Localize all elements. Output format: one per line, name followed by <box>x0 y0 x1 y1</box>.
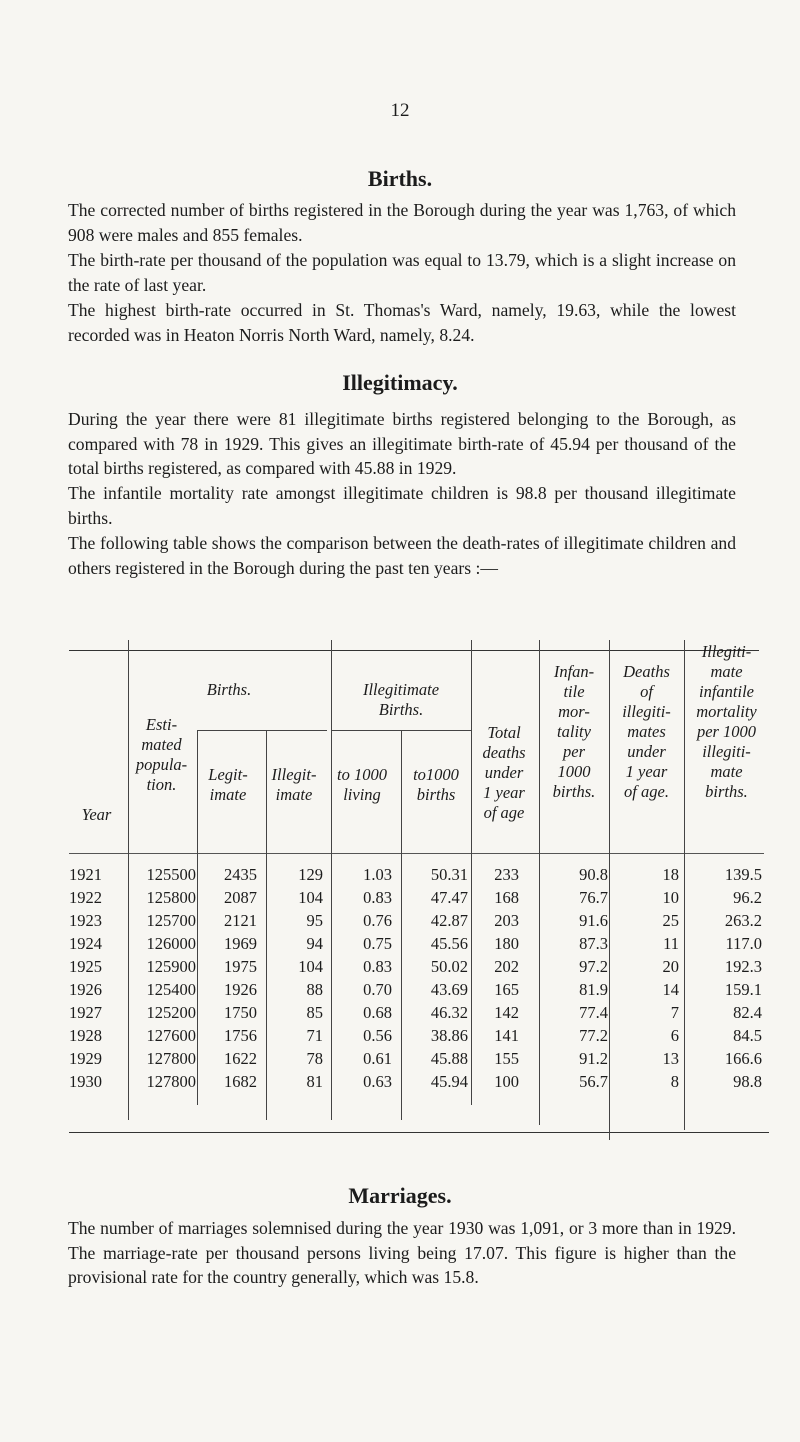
table-row <box>69 1049 769 1072</box>
header-estimated-population-line: mated <box>141 735 182 754</box>
cell-total-deaths: 202 <box>494 957 519 976</box>
header-illeg-rate-per-births-line: to1000 <box>413 765 459 784</box>
cell-year: 1924 <box>69 934 102 953</box>
cell-illegitimate-births: 104 <box>298 957 323 976</box>
cell-year: 1929 <box>69 1049 102 1068</box>
cell-estimated-population: 125800 <box>146 888 196 907</box>
cell-illegitimate-births: 95 <box>306 911 323 930</box>
header-illegitimate-deaths-line: Deaths <box>623 662 670 681</box>
illegitimacy-paragraph-2: The infantile mortality rate amongst illegitimate children is 98.8 per thousand illegitimate births. <box>68 483 736 528</box>
illegitimate-births-group-line-1: Illegitimate <box>362 680 440 699</box>
cell-illeg-rate-per-living: 0.83 <box>363 888 392 907</box>
illegitimacy-heading: Illegitimacy. <box>342 370 458 395</box>
table-row <box>69 957 769 980</box>
header-illegitimate-deaths-line: under <box>627 742 666 761</box>
header-illeg-mortality-rate-line: mate <box>710 662 743 681</box>
header-illeg-mortality-rate-line: mate <box>710 762 743 781</box>
cell-illegitimate-deaths: 7 <box>670 1003 679 1022</box>
header-total-deaths-line: under <box>484 763 524 782</box>
cell-illegitimate-births: 94 <box>306 934 323 953</box>
cell-illeg-mortality-rate: 84.5 <box>733 1026 762 1045</box>
cell-legitimate-births: 2087 <box>224 888 257 907</box>
cell-illeg-rate-per-births: 46.32 <box>430 1003 468 1022</box>
cell-estimated-population: 127800 <box>146 1072 196 1091</box>
illegitimacy-paragraph-1: During the year there were 81 illegitimate births registered belonging to the Borough, as compared with 78 in 1929. This gives an illegitimate birth-rate of 45.94 per thousand of the total births registered, as compared with 45.88 in 1929. <box>68 409 736 478</box>
cell-illegitimate-deaths: 11 <box>663 934 679 953</box>
cell-legitimate-births: 1926 <box>224 980 257 999</box>
cell-total-deaths: 165 <box>494 980 519 999</box>
cell-illeg-rate-per-births: 45.94 <box>430 1072 468 1091</box>
header-illeg-rate-per-living-line: to 1000 <box>337 765 387 784</box>
header-estimated-population-line: popula- <box>135 755 188 774</box>
cell-illeg-mortality-rate: 98.8 <box>733 1072 762 1091</box>
cell-illeg-rate-per-births: 45.88 <box>430 1049 468 1068</box>
table-row <box>69 1026 769 1049</box>
cell-illeg-mortality-rate: 117.0 <box>725 934 762 953</box>
header-illegitimate-births-line: imate <box>275 785 313 804</box>
header-infant-mortality-rate-line: Infan- <box>553 662 595 681</box>
cell-infant-mortality-rate: 90.8 <box>579 865 608 884</box>
marriages-heading: Marriages. <box>348 1183 452 1208</box>
header-illeg-mortality-rate-line: per 1000 <box>696 722 757 741</box>
header-illeg-mortality-rate-line: infantile <box>699 682 754 701</box>
header-illegitimate-births <box>259 765 329 805</box>
header-estimated-population <box>124 715 199 795</box>
header-infant-mortality-rate-line: tality <box>557 722 591 741</box>
cell-legitimate-births: 1975 <box>224 957 257 976</box>
header-year <box>69 805 124 825</box>
header-total-deaths <box>469 723 539 823</box>
cell-legitimate-births: 1969 <box>224 934 257 953</box>
cell-illeg-rate-per-living: 0.56 <box>363 1026 392 1045</box>
header-infant-mortality-rate-line: mor- <box>558 702 590 721</box>
marriages-paragraph-1: The number of marriages solemnised during the year 1930 was 1,091, or 3 more than in 1929. The marriage-rate per thousand persons living being 17.07. This figure is higher than the provisional rate for the country generally, which was 15.8. <box>68 1218 736 1287</box>
cell-illeg-rate-per-living: 0.70 <box>363 980 392 999</box>
cell-illegitimate-births: 81 <box>306 1072 323 1091</box>
table-row <box>69 865 769 888</box>
cell-legitimate-births: 1682 <box>224 1072 257 1091</box>
header-illeg-rate-per-births-line: births <box>416 785 456 804</box>
header-estimated-population-line: Esti- <box>145 715 178 734</box>
cell-infant-mortality-rate: 56.7 <box>579 1072 608 1091</box>
header-legitimate-births-line: imate <box>209 785 247 804</box>
cell-illegitimate-deaths: 14 <box>662 980 679 999</box>
cell-illegitimate-deaths: 18 <box>662 865 679 884</box>
cell-illegitimate-births: 78 <box>306 1049 323 1068</box>
cell-illegitimate-deaths: 20 <box>662 957 679 976</box>
table-row <box>69 1003 769 1026</box>
header-infant-mortality-rate-line: per <box>563 742 585 761</box>
header-legitimate-births-line: Legit- <box>208 765 248 784</box>
cell-infant-mortality-rate: 91.6 <box>579 911 608 930</box>
cell-illegitimate-births: 71 <box>306 1026 323 1045</box>
cell-year: 1930 <box>69 1072 102 1091</box>
cell-legitimate-births: 1622 <box>224 1049 257 1068</box>
cell-illegitimate-births: 88 <box>306 980 323 999</box>
cell-legitimate-births: 1756 <box>224 1026 257 1045</box>
header-illeg-rate-per-living <box>327 765 397 805</box>
header-illegitimate-deaths-line: illegiti- <box>622 702 671 721</box>
cell-legitimate-births: 2435 <box>224 865 257 884</box>
cell-illeg-rate-per-living: 0.75 <box>363 934 392 953</box>
cell-year: 1925 <box>69 957 102 976</box>
births-paragraph-3: The highest birth-rate occurred in St. Thomas's Ward, namely, 19.63, while the lowest recorded was in Heaton Norris North Ward, namely, 8.24. <box>68 300 736 345</box>
header-illeg-mortality-rate-line: mortality <box>696 702 757 721</box>
header-illeg-rate-per-births <box>401 765 471 805</box>
cell-total-deaths: 203 <box>494 911 519 930</box>
table-row <box>69 980 769 1003</box>
header-infant-mortality-rate-line: 1000 <box>557 762 591 781</box>
cell-total-deaths: 233 <box>494 865 519 884</box>
births-heading: Births. <box>367 166 433 191</box>
table-row <box>69 1072 769 1095</box>
header-illeg-mortality-rate-line: births. <box>705 782 748 801</box>
cell-total-deaths: 100 <box>494 1072 519 1091</box>
cell-infant-mortality-rate: 97.2 <box>579 957 608 976</box>
cell-illeg-mortality-rate: 192.3 <box>724 957 762 976</box>
cell-illeg-rate-per-births: 50.02 <box>430 957 468 976</box>
header-legitimate-births <box>197 765 259 805</box>
cell-total-deaths: 155 <box>494 1049 519 1068</box>
cell-illeg-rate-per-births: 50.31 <box>430 865 468 884</box>
cell-illegitimate-deaths: 10 <box>662 888 679 907</box>
cell-estimated-population: 126000 <box>146 934 196 953</box>
header-illeg-rate-per-living-line: living <box>343 785 381 804</box>
table-bottom-rule <box>69 1132 769 1133</box>
page-number: 12 <box>390 100 410 121</box>
cell-infant-mortality-rate: 77.2 <box>579 1026 608 1045</box>
cell-illeg-mortality-rate: 82.4 <box>733 1003 762 1022</box>
cell-illegitimate-deaths: 13 <box>662 1049 679 1068</box>
cell-legitimate-births: 1750 <box>224 1003 257 1022</box>
header-total-deaths-line: of age <box>483 803 525 822</box>
mortality-comparison-table <box>69 620 769 1180</box>
header-infant-mortality-rate <box>539 662 609 802</box>
cell-illeg-rate-per-births: 43.69 <box>430 980 468 999</box>
cell-estimated-population: 125500 <box>146 865 196 884</box>
cell-illeg-mortality-rate: 139.5 <box>724 865 762 884</box>
births-section <box>0 166 800 192</box>
cell-infant-mortality-rate: 87.3 <box>579 934 608 953</box>
cell-estimated-population: 125200 <box>146 1003 196 1022</box>
table-header-rule <box>69 853 764 854</box>
cell-illegitimate-births: 129 <box>298 865 323 884</box>
cell-year: 1926 <box>69 980 102 999</box>
cell-illeg-rate-per-births: 38.86 <box>430 1026 468 1045</box>
header-total-deaths-line: 1 year <box>483 783 525 802</box>
cell-estimated-population: 125900 <box>146 957 196 976</box>
cell-infant-mortality-rate: 76.7 <box>579 888 608 907</box>
cell-infant-mortality-rate: 91.2 <box>579 1049 608 1068</box>
marriages-section <box>0 1183 800 1209</box>
cell-year: 1921 <box>69 865 102 884</box>
cell-illegitimate-deaths: 6 <box>670 1026 679 1045</box>
table-row <box>69 888 769 911</box>
header-total-deaths-line: deaths <box>482 743 526 762</box>
header-estimated-population-line: tion. <box>146 775 177 794</box>
cell-illegitimate-deaths: 8 <box>670 1072 679 1091</box>
cell-estimated-population: 125700 <box>146 911 196 930</box>
cell-legitimate-births: 2121 <box>224 911 257 930</box>
births-paragraph-1: The corrected number of births registered in the Borough during the year was 1,763, of which 908 were males and 855 females. <box>68 200 736 245</box>
cell-total-deaths: 180 <box>494 934 519 953</box>
cell-infant-mortality-rate: 81.9 <box>579 980 608 999</box>
cell-illeg-rate-per-births: 47.47 <box>430 888 468 907</box>
illegitimate-births-group-header <box>331 680 471 720</box>
cell-illeg-rate-per-births: 42.87 <box>430 911 468 930</box>
table-row <box>69 934 769 957</box>
cell-illeg-rate-per-living: 0.83 <box>363 957 392 976</box>
cell-total-deaths: 142 <box>494 1003 519 1022</box>
illegitimate-births-group-line-2: Births. <box>378 700 424 719</box>
header-total-deaths-line: Total <box>487 723 521 742</box>
cell-estimated-population: 125400 <box>146 980 196 999</box>
header-year-line: Year <box>81 805 112 824</box>
cell-estimated-population: 127800 <box>146 1049 196 1068</box>
births-group-underline <box>197 730 327 731</box>
cell-illeg-rate-per-living: 0.68 <box>363 1003 392 1022</box>
cell-illeg-rate-per-living: 0.63 <box>363 1072 392 1091</box>
cell-estimated-population: 127600 <box>146 1026 196 1045</box>
header-illeg-mortality-rate-line: Illegiti- <box>701 642 752 661</box>
header-illegitimate-births-line: Illegit- <box>271 765 317 784</box>
illegitimacy-section <box>0 370 800 396</box>
cell-total-deaths: 141 <box>494 1026 519 1045</box>
cell-year: 1928 <box>69 1026 102 1045</box>
cell-illeg-rate-per-living: 0.61 <box>363 1049 392 1068</box>
header-illegitimate-deaths <box>609 662 684 802</box>
header-illeg-mortality-rate-line: illegiti- <box>702 742 751 761</box>
header-illegitimate-deaths-line: of age. <box>624 782 669 801</box>
header-infant-mortality-rate-line: tile <box>563 682 585 701</box>
births-paragraph-2: The birth-rate per thousand of the population was equal to 13.79, which is a slight increase on the rate of last year. <box>68 250 736 295</box>
cell-year: 1922 <box>69 888 102 907</box>
header-illegitimate-deaths-line: 1 year <box>625 762 668 781</box>
illegitimacy-paragraph-3: The following table shows the comparison between the death-rates of illegitimate children and others registered in the Borough during the past ten years :— <box>68 533 736 578</box>
cell-infant-mortality-rate: 77.4 <box>579 1003 608 1022</box>
cell-illeg-rate-per-living: 0.76 <box>363 911 392 930</box>
header-illegitimate-deaths-line: of <box>640 682 653 701</box>
cell-illeg-rate-per-living: 1.03 <box>363 865 392 884</box>
table-row <box>69 911 769 934</box>
header-infant-mortality-rate-line: births. <box>552 782 596 801</box>
births-group-header: Births. <box>206 680 252 699</box>
cell-illeg-mortality-rate: 159.1 <box>724 980 762 999</box>
header-illegitimate-deaths-line: mates <box>627 722 666 741</box>
table-top-rule <box>69 650 759 651</box>
cell-illeg-mortality-rate: 263.2 <box>724 911 762 930</box>
cell-illeg-mortality-rate: 96.2 <box>733 888 762 907</box>
header-illeg-mortality-rate <box>684 642 769 802</box>
cell-illegitimate-births: 104 <box>298 888 323 907</box>
cell-illeg-rate-per-births: 45.56 <box>430 934 468 953</box>
cell-year: 1923 <box>69 911 102 930</box>
cell-year: 1927 <box>69 1003 102 1022</box>
cell-total-deaths: 168 <box>494 888 519 907</box>
cell-illegitimate-deaths: 25 <box>662 911 679 930</box>
cell-illegitimate-births: 85 <box>306 1003 323 1022</box>
cell-illeg-mortality-rate: 166.6 <box>724 1049 762 1068</box>
